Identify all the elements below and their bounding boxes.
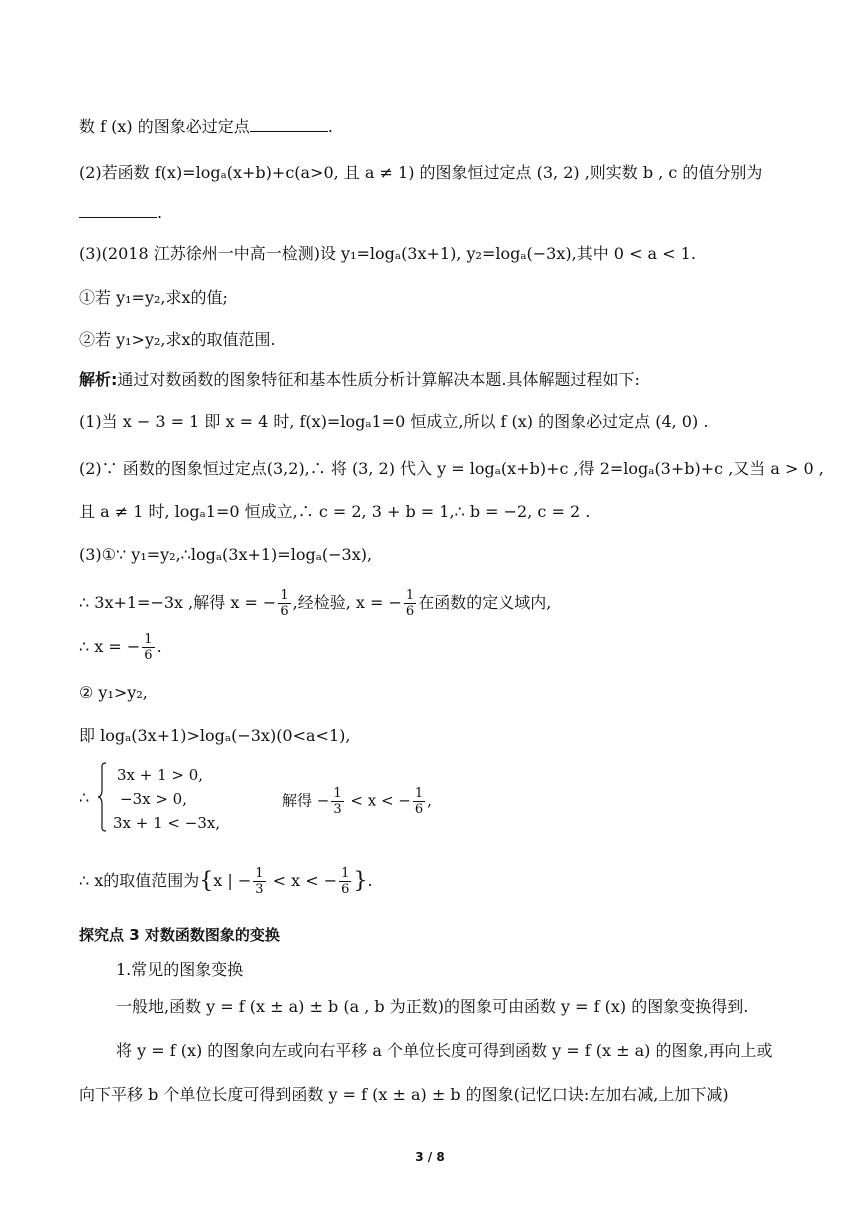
- frac-num: 1: [144, 632, 153, 647]
- text-line-1: [79, 117, 800, 137]
- text-l16b: x | −: [213, 871, 252, 890]
- text-line-19: 一般地,函数 y = f (x ± a) ± b (a , b 为正数)的图象可由函数 y = f (x) 的图象变换得到.: [116, 997, 749, 1016]
- frac-den: 6: [341, 882, 350, 897]
- frac-den: 6: [280, 604, 289, 619]
- text-l1a: 数 f (x) 的图象必过定点: [79, 117, 250, 136]
- system-eq-1: 3x + 1 > 0,: [117, 766, 204, 784]
- text-line-11: (3)①∵ y₁=y₂,∴logₐ(3x+1)=logₐ(−3x),: [79, 545, 373, 564]
- text-line-3: [79, 203, 800, 223]
- therefore-symbol: ∴: [79, 788, 90, 807]
- frac-num: 1: [255, 866, 264, 881]
- text-line-4: (3)(2018 江苏徐州一中高一检测)设 y₁=logₐ(3x+1), y₂=logₐ(−3x),其中 0 < a < 1.: [79, 244, 696, 263]
- sol-a: 解得 −: [282, 791, 330, 810]
- system-eq-3: 3x + 1 < −3x,: [113, 814, 221, 832]
- analysis-label: 解析:: [79, 370, 118, 389]
- text-line-12: [79, 588, 800, 619]
- text-line-6: ②若 y₁>y₂,求x的取值范围.: [79, 330, 276, 349]
- text-l16a: ∴ x的取值范围为: [79, 871, 200, 890]
- inequality-system: [79, 762, 779, 834]
- frac-den: 3: [255, 882, 264, 897]
- text-line-15: 即 logₐ(3x+1)>logₐ(−3x)(0<a<1),: [79, 726, 351, 745]
- text-line-2: (2)若函数 f(x)=logₐ(x+b)+c(a>0, 且 a ≠ 1) 的图象恒过定点 (3, 2) ,则实数 b , c 的值分别为: [79, 163, 763, 182]
- frac-num: 1: [333, 786, 342, 801]
- fraction-one-sixth: [142, 632, 154, 663]
- sol-b: < x < −: [345, 791, 411, 810]
- fraction-one-sixth: [278, 588, 290, 619]
- analysis-text: 通过对数函数的图象特征和基本性质分析计算解决本题.具体解题过程如下:: [117, 370, 640, 389]
- frac-num: 1: [405, 588, 415, 603]
- system-eq-2: −3x > 0,: [120, 790, 187, 808]
- text-l16d: .: [367, 871, 373, 890]
- frac-num: 1: [341, 866, 350, 881]
- text-line-21: 向下平移 b 个单位长度可得到函数 y = f (x ± a) ± b 的图象(记忆口诀:左加右减,上加下减): [79, 1085, 729, 1104]
- frac-den: 6: [405, 604, 415, 619]
- text-line-14: ② y₁>y₂,: [79, 683, 148, 702]
- fraction-one-third: [253, 866, 265, 897]
- text-l13b: .: [156, 637, 162, 656]
- fraction-one-sixth: [404, 588, 416, 619]
- text-line-7: [79, 370, 800, 390]
- frac-num: 1: [280, 588, 289, 603]
- text-l12a: ∴ 3x+1=−3x ,解得 x = −: [79, 593, 277, 612]
- left-brace-icon: [97, 762, 107, 832]
- frac-den: 6: [414, 802, 424, 817]
- fraction-one-third: [331, 786, 343, 817]
- answer-blank-2: [79, 203, 157, 218]
- fraction-one-sixth: [339, 866, 351, 897]
- text-l13a: ∴ x = −: [79, 637, 141, 656]
- frac-den: 3: [333, 802, 342, 817]
- frac-num: 1: [414, 786, 424, 801]
- text-l12b: ,经检验, x = −: [292, 593, 402, 612]
- text-l12c: 在函数的定义域内,: [418, 593, 552, 612]
- text-line-16: [79, 866, 800, 897]
- fraction-one-sixth: [413, 786, 425, 817]
- text-line-9: (2)∵ 函数的图象恒过定点(3,2),∴ 将 (3, 2) 代入 y = logₐ(x+b)+c ,得 2=logₐ(3+b)+c ,又当 a > 0 ,: [79, 459, 824, 478]
- system-solution: [282, 786, 432, 817]
- sol-c: ,: [427, 791, 432, 810]
- set-close-brace: }: [353, 868, 368, 894]
- text-l1b: .: [327, 117, 333, 136]
- page-number: 3 / 8: [415, 1150, 445, 1164]
- text-line-8: (1)当 x − 3 = 1 即 x = 4 时, f(x)=logₐ1=0 恒成立,所以 f (x) 的图象必过定点 (4, 0) .: [79, 412, 709, 431]
- text-line-13: [79, 632, 800, 663]
- set-open-brace: {: [199, 868, 214, 894]
- text-line-20: 将 y = f (x) 的图象向左或向右平移 a 个单位长度可得到函数 y = f (x ± a) 的图象,再向上或: [116, 1041, 773, 1060]
- frac-den: 6: [144, 648, 153, 663]
- text-l16c: < x < −: [267, 871, 338, 890]
- answer-blank-1: [250, 117, 328, 132]
- text-line-10: 且 a ≠ 1 时, logₐ1=0 恒成立,∴ c = 2, 3 + b = 1,∴ b = −2, c = 2 .: [79, 502, 591, 521]
- text-line-5: ①若 y₁=y₂,求x的值;: [79, 288, 228, 307]
- text-line-18: 1.常见的图象变换: [116, 960, 244, 979]
- text-l3: .: [157, 203, 163, 222]
- section-heading: 探究点 3 对数函数图象的变换: [79, 926, 280, 944]
